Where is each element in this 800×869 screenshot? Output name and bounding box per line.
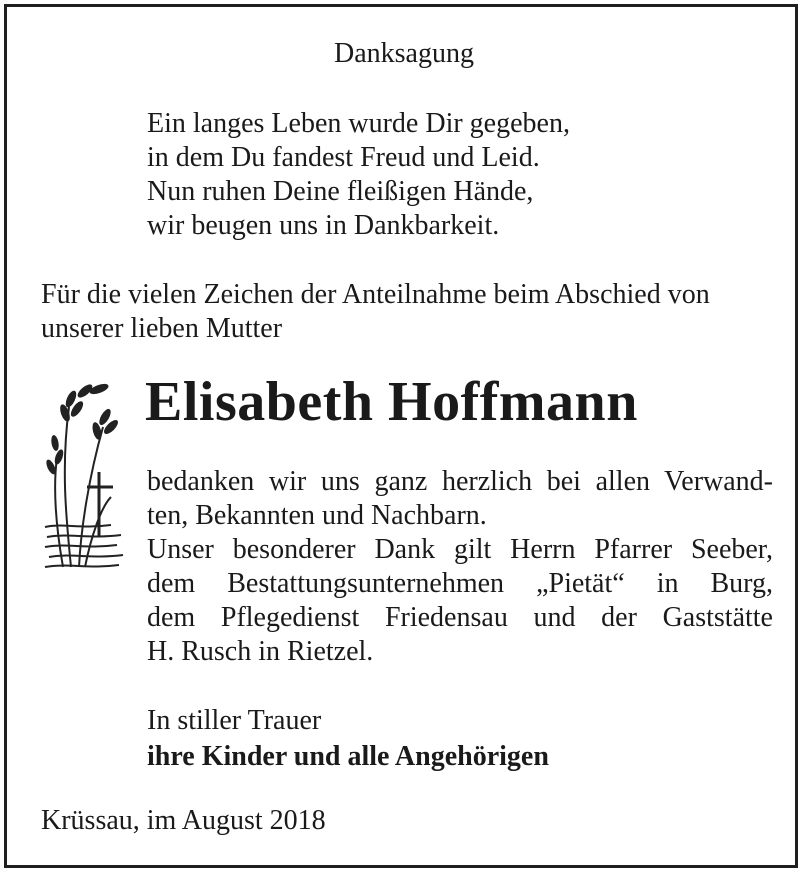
heading: Danksagung (334, 38, 474, 69)
thanks-line: Unser besonderer Dank gilt Herrn Pfarrer Seeber, (147, 534, 773, 565)
poem-line: Nun ruhen Deine fleißigen Hände, (147, 176, 534, 207)
signature (147, 704, 549, 776)
thanks-line: H. Rusch in Rietzel. (147, 636, 374, 667)
thanks-line: dem Bestattungsunternehmen „Pietät“ in Burg, (147, 568, 773, 599)
notice-frame (4, 4, 798, 868)
intro-line: unserer lieben Mutter (41, 313, 283, 344)
deceased-name: Elisabeth Hoffmann (145, 371, 638, 433)
thanks-line: dem Pflegedienst Friedensau und der Gaststätte (147, 602, 773, 633)
signature-line: In stiller Trauer (147, 705, 322, 736)
wheat-and-cross-icon (41, 377, 131, 577)
poem (147, 107, 570, 243)
poem-line: in dem Du fandest Freud und Leid. (147, 142, 540, 173)
thanks-paragraph (147, 465, 773, 669)
poem-line: Ein langes Leben wurde Dir gegeben, (147, 108, 570, 139)
intro-text (41, 278, 710, 346)
poem-line: wir beugen uns in Dankbarkeit. (147, 210, 500, 241)
thanks-line: ten, Bekannten und Nachbarn. (147, 500, 487, 531)
intro-line: Für die vielen Zeichen der Anteilnahme beim Abschied von (41, 279, 710, 310)
signature-names: ihre Kinder und alle Angehörigen (147, 741, 549, 772)
place-date: Krüssau, im August 2018 (41, 805, 326, 836)
thanks-line: bedanken wir uns ganz herzlich bei allen Verwand- (147, 466, 773, 497)
